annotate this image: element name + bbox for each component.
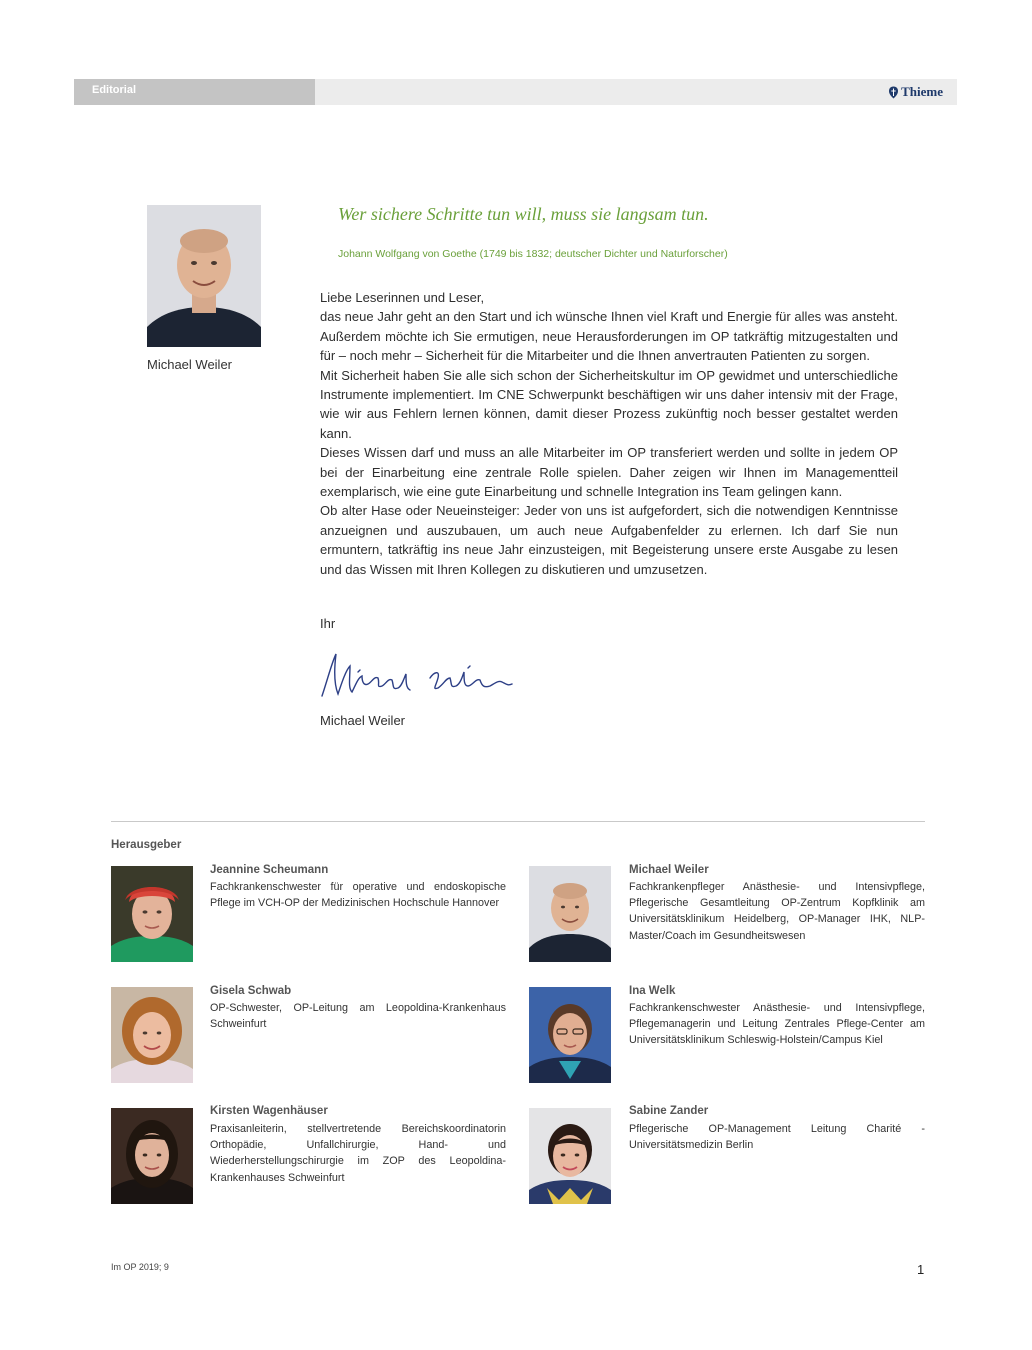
editor-photo (111, 987, 193, 1083)
editor-name: Kirsten Wagenhäuser (210, 1105, 328, 1117)
editor-name: Gisela Schwab (210, 985, 292, 997)
editors-heading: Herausgeber (111, 839, 182, 851)
author-caption: Michael Weiler (147, 357, 233, 372)
publisher-logo (888, 84, 943, 100)
editor-photo (529, 1108, 611, 1204)
editor-description: Fachkrankenschwester für operative und endoskopische Pflege im VCH-OP der Medizinischen Hochschule Hannover (210, 881, 506, 910)
letter-paragraph: das neue Jahr geht an den Start und ich wünsche Ihnen viel Kraft und Energie für alles was ansteht. Außerdem möchte ich Sie ermutigen, neue Herausforderungen im OP tatkräftig mitzugestalten und für – noch mehr – Sicherheit für die Mitarbeiter und die Ihnen anvertrauten Patienten zu sorgen. (320, 309, 898, 364)
letter-signer: Michael Weiler (320, 713, 406, 728)
section-tab (74, 79, 315, 105)
quote-source: Johann Wolfgang von Goethe (1749 bis 1832; deutscher Dichter und Naturforscher) (338, 248, 728, 260)
letter-body (320, 288, 898, 579)
journal-citation: Im OP 2019; 9 (111, 1262, 169, 1272)
letter-paragraph: Ob alter Hase oder Neueinsteiger: Jeder von uns ist aufgefordert, sich die notwendigen Kenntnisse anzueignen und auszubauen, um auch neue Aufgabenfelder zu erlernen. Ich darf Sie nun ermuntern, tatkräftig ins neue Jahr einzusteigen, mit Begeisterung unsere erste Ausgabe zu lesen und das Wissen mit Ihren Kollegen zu diskutieren und umzusetzen. (320, 503, 898, 577)
editor-description: Fachkrankenpfleger Anästhesie- und Intensivpflege, Pflegerische Gesamtleitung OP-Zentrum Kopfklinik am Universitätsklinikum Heidelberg, OP-Manager IHK, NLP-Master/Coach im Gesundheitswesen (629, 881, 925, 942)
editor-description: Pflegerische OP-Management Leitung Charité - Universitätsmedizin Berlin (629, 1123, 925, 1152)
letter-closing: Ihr (320, 616, 336, 631)
letter-paragraph: Dieses Wissen darf und muss an alle Mitarbeiter im OP transferiert werden und sollte in jedem OP bei der Einarbeitung eine zentrale Rolle spielen. Daher zeigen wir Ihnen im Managementteil exemplarisch, wie eine gute Einarbeitung und schnelle Integration ins Team gelingen kann. (320, 445, 898, 500)
editor-description: Praxisanleiterin, stellvertretende Bereichskoordinatorin Orthopädie, Unfallchirurgie, Hand- und Wiederherstellungschirurgie im ZOP des Leopoldina-Krankenhauses Schweinfurt (210, 1123, 506, 1184)
editor-name: Jeannine Scheumann (210, 864, 329, 876)
editor-name: Sabine Zander (629, 1105, 709, 1117)
letter-salutation: Liebe Leserinnen und Leser, (320, 290, 485, 305)
editor-description: OP-Schwester, OP-Leitung am Leopoldina-Krankenhaus Schweinfurt (210, 1002, 506, 1031)
editor-photo (111, 866, 193, 962)
thieme-emblem-icon (888, 86, 899, 99)
letter-paragraph: Mit Sicherheit haben Sie alle sich schon der Sicherheitskultur im OP gewidmet und unterschiedliche Instrumente implementiert. Im CNE Schwerpunkt beschäftigen wir uns daher intensiv mit der Frage, wie wir aus Fehlern lernen können, damit dieser Prozess zukünftig noch besser gestaltet werden kann. (320, 367, 898, 441)
editor-description: Fachkrankenschwester Anästhesie- und Intensivpflege, Pflegemanagerin und Leitung Zentrales Pflege-Center am Universitätsklinikum Schleswig-Holstein/Campus Kiel (629, 1002, 925, 1047)
quote-text: Wer sichere Schritte tun will, muss sie langsam tun. (338, 204, 709, 224)
header-bar (74, 79, 957, 105)
publisher-name: Thieme (901, 84, 943, 99)
page-number: 1 (917, 1262, 925, 1277)
editor-photo (111, 1108, 193, 1204)
editor-name: Michael Weiler (629, 864, 709, 876)
editor-name: Ina Welk (629, 985, 676, 997)
author-photo (147, 205, 261, 347)
section-label: Editorial (92, 84, 137, 96)
editor-photo (529, 866, 611, 962)
handwritten-signature (318, 648, 518, 704)
section-divider (111, 821, 925, 822)
editor-photo (529, 987, 611, 1083)
